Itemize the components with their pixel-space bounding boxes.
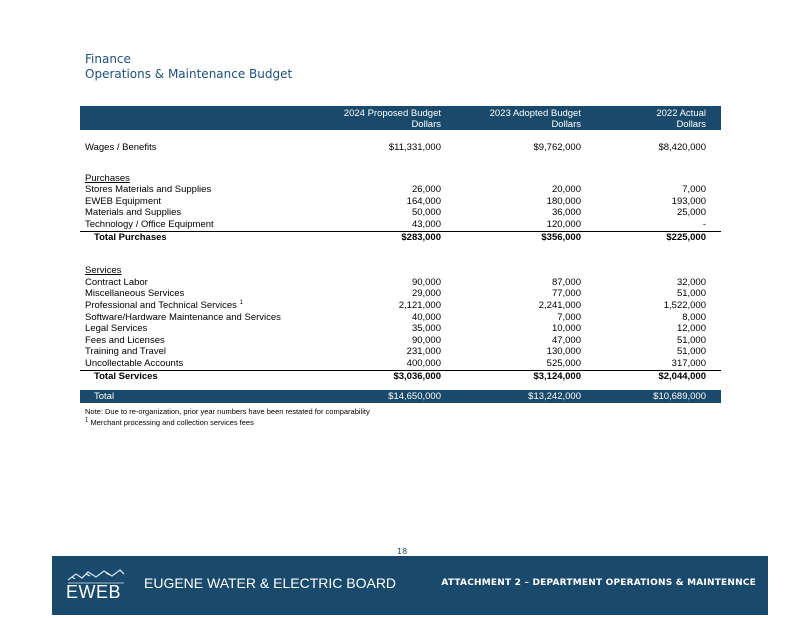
row-label (85, 346, 166, 358)
footer-banner (52, 556, 768, 615)
value-2022: 7,000 (682, 184, 706, 196)
value-2024: 90,000 (411, 276, 441, 288)
total-purchases-row (80, 232, 721, 244)
value-2024: 164,000 (406, 195, 441, 207)
value-2022: $8,420,000 (658, 142, 706, 153)
table-row (80, 323, 721, 335)
row-label-text: Materials and Supplies (85, 207, 182, 219)
value-2023: 2,241,000 (538, 299, 581, 311)
attachment-label: ATTACHMENT 2 – DEPARTMENT OPERATIONS & MAINTENNCE (441, 578, 756, 588)
table-row (80, 358, 721, 371)
restatement-note: Note: Due to re-organization, prior year numbers have been restated for comparability (85, 407, 370, 417)
board-name: EUGENE WATER & ELECTRIC BOARD (144, 575, 397, 591)
row-label (85, 277, 148, 289)
row-label (85, 323, 147, 335)
value-2022: 32,000 (676, 276, 706, 288)
row-label-text: EWEB Equipment (85, 195, 162, 207)
value-2023: 20,000 (551, 184, 581, 196)
table-row (80, 207, 721, 219)
value-2023: 180,000 (546, 195, 581, 207)
page-number: 18 (397, 547, 408, 556)
value-2022: 1,522,000 (663, 299, 706, 311)
value-2024: $11,331,000 (388, 142, 441, 153)
value-2024: 26,000 (411, 184, 441, 196)
value-2024: $14,650,000 (388, 391, 441, 403)
row-label: Total Purchases (94, 231, 167, 243)
row-label-text: Software/Hardware Maintenance and Services (85, 311, 281, 323)
purchases-rows (80, 184, 721, 231)
row-label-text: Stores Materials and Supplies (85, 184, 212, 196)
purchases-heading (80, 173, 721, 185)
value-2022: 317,000 (671, 357, 706, 369)
value-2023: 525,000 (546, 357, 581, 369)
value-2024: 231,000 (406, 346, 441, 358)
value-2024: 29,000 (411, 288, 441, 300)
row-label (85, 300, 243, 312)
value-2023: 10,000 (551, 323, 581, 335)
value-2022: 8,000 (682, 311, 706, 323)
row-label (85, 288, 184, 300)
row-label-text: Contract Labor (85, 276, 148, 288)
header-2022-line2: Dollars (676, 119, 706, 130)
row-label (85, 358, 183, 370)
table-row (80, 219, 721, 232)
value-2023: 47,000 (551, 334, 581, 346)
footnote (85, 417, 721, 428)
table-row (80, 184, 721, 196)
row-label-text: Fees and Licenses (85, 334, 165, 346)
row-label (85, 196, 161, 208)
value-2023: $3,124,000 (533, 370, 581, 382)
header-2024-line1: 2024 Proposed Budget (343, 108, 441, 119)
table-header (80, 106, 721, 130)
value-2022: 51,000 (676, 288, 706, 300)
footnote-text: Merchant processing and collection services fees (90, 418, 254, 428)
row-label-text: Technology / Office Equipment (85, 218, 214, 230)
value-2022: 51,000 (676, 346, 706, 358)
table-row (80, 335, 721, 347)
value-2023: $13,242,000 (528, 391, 581, 403)
value-2023: 77,000 (551, 288, 581, 300)
value-2024: 2,121,000 (398, 299, 441, 311)
value-2024: 43,000 (411, 218, 441, 230)
value-2023: $9,762,000 (533, 142, 581, 153)
page-title (85, 52, 292, 82)
value-2024: 400,000 (406, 357, 441, 369)
value-2023: $356,000 (541, 231, 581, 243)
value-2024: 90,000 (411, 334, 441, 346)
row-label-text: Miscellaneous Services (85, 288, 185, 300)
header-2022-line1: 2022 Actual (656, 108, 706, 119)
value-2023: 130,000 (546, 346, 581, 358)
footnote-marker: 1 (239, 299, 243, 306)
row-label-text: Uncollectable Accounts (85, 357, 184, 369)
value-2022: $225,000 (666, 231, 706, 243)
row-label: Total (94, 391, 115, 403)
table-row (80, 288, 721, 300)
header-2024-line2: Dollars (411, 119, 441, 130)
value-2024: 40,000 (411, 311, 441, 323)
value-2024: 50,000 (411, 207, 441, 219)
value-2022: $10,689,000 (653, 391, 706, 403)
row-label-text: Professional and Technical Services (85, 299, 237, 311)
table-row (80, 196, 721, 208)
header-2023 (490, 108, 581, 130)
header-2022 (656, 108, 706, 130)
row-label-text: Training and Travel (85, 346, 166, 358)
value-2022: 12,000 (676, 323, 706, 335)
title-budget: Operations & Maintenance Budget (85, 67, 293, 81)
value-2023: 36,000 (551, 207, 581, 219)
row-label (85, 312, 281, 324)
header-2024 (344, 108, 441, 130)
table-row (80, 300, 721, 312)
value-2022: 51,000 (676, 334, 706, 346)
row-label: Total Services (94, 370, 158, 382)
value-2022: - (702, 218, 706, 230)
value-2022: 25,000 (676, 207, 706, 219)
value-2024: $3,036,000 (393, 370, 441, 382)
value-2023: 120,000 (546, 218, 581, 230)
footnote-marker: 1 (85, 417, 89, 424)
value-2024: $283,000 (401, 231, 441, 243)
value-2022: $2,044,000 (658, 370, 706, 382)
row-label: Wages / Benefits (85, 142, 157, 153)
row-label (85, 219, 214, 231)
logo-text: EWEB (66, 582, 122, 602)
budget-table (80, 106, 721, 428)
title-department: Finance (85, 52, 131, 66)
value-2023: 7,000 (557, 311, 581, 323)
row-label (85, 184, 211, 196)
value-2023: 87,000 (551, 276, 581, 288)
section-heading: Services (85, 265, 122, 277)
grand-total-row (80, 390, 721, 403)
total-services-row (80, 371, 721, 383)
wages-row (80, 142, 721, 154)
services-rows (80, 277, 721, 371)
table-row (80, 346, 721, 358)
value-2022: 193,000 (671, 195, 706, 207)
table-row (80, 277, 721, 289)
table-row (80, 312, 721, 324)
section-heading: Purchases (85, 172, 130, 184)
row-label (85, 207, 181, 219)
header-2023-line1: 2023 Adopted Budget (489, 108, 581, 119)
services-heading (80, 265, 721, 277)
row-label-text: Legal Services (85, 323, 148, 335)
header-2023-line2: Dollars (551, 119, 581, 130)
row-label (85, 335, 165, 347)
value-2024: 35,000 (411, 323, 441, 335)
